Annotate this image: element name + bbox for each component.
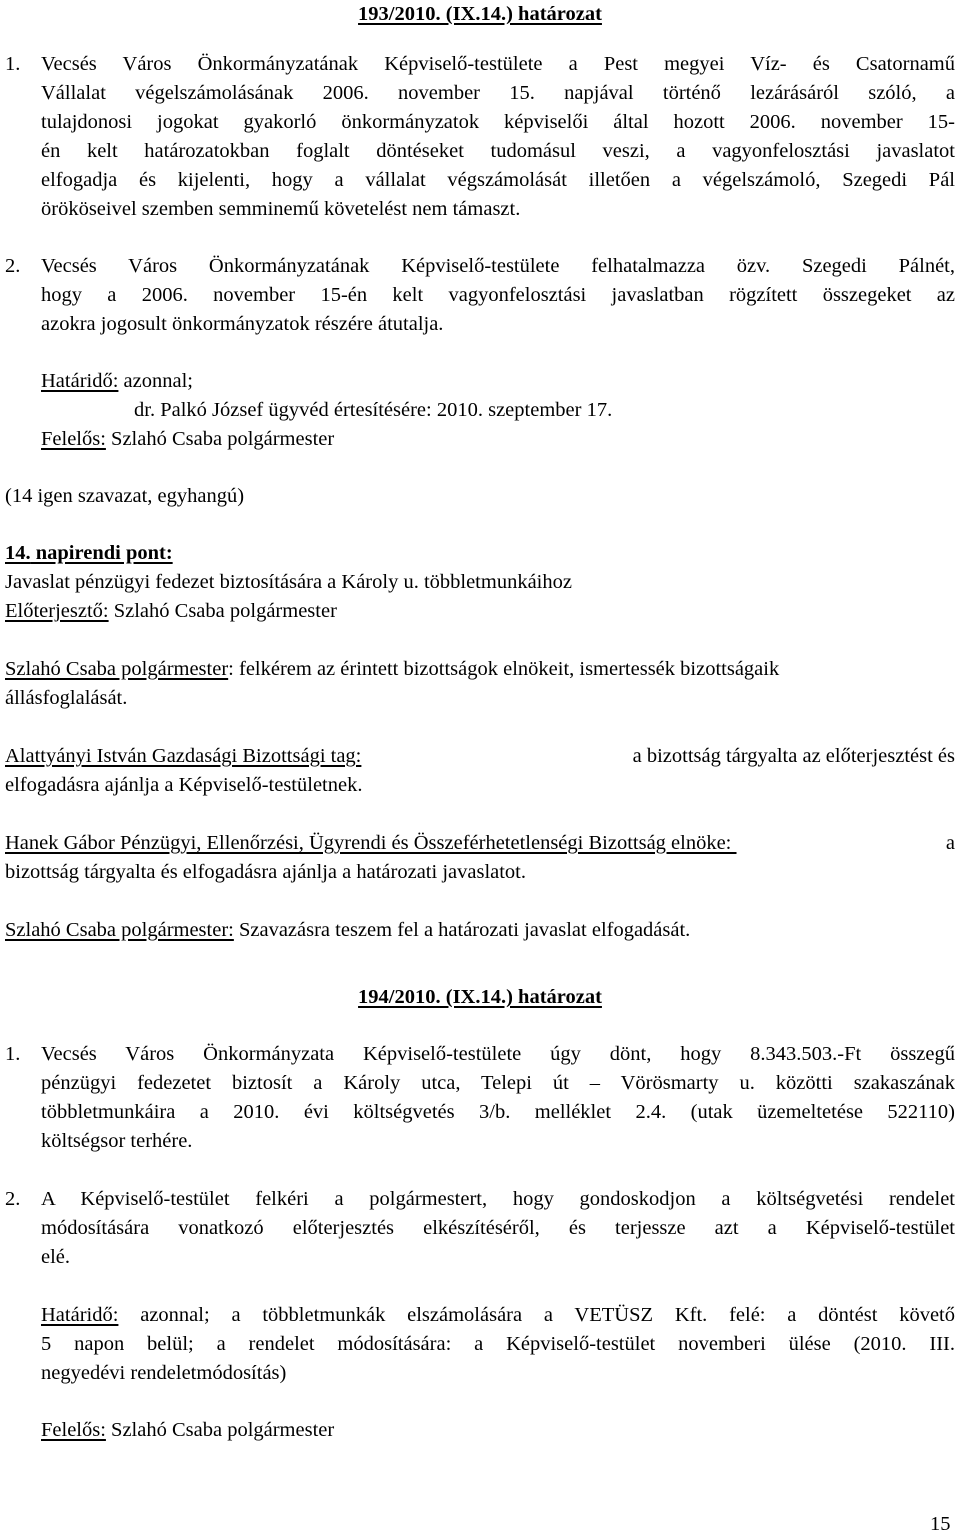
speaker-name: Szlahó Csaba polgármester — [5, 658, 229, 680]
resolution-194-responsible — [41, 1416, 334, 1445]
speaker-name: Szlahó Csaba polgármester: — [5, 919, 234, 941]
resolution-194-item2-line2 — [41, 1214, 955, 1243]
item-text: Vecsés Város Önkormányzata Képviselő-testülete úgy dönt, hogy 8.343.503.-Ft összegű — [41, 1043, 955, 1065]
item-number: 2. — [5, 1188, 21, 1210]
resolution-194-deadline-line1 — [41, 1301, 955, 1330]
resolution-193-item2-line3 — [41, 310, 443, 339]
item-text: azokra jogosult önkormányzatok részére átutalja. — [41, 313, 444, 335]
agenda-label: napirendi pont: — [30, 542, 173, 564]
item-text: én kelt határozatokban foglalt döntéseket tudomásul veszi, a vagyonfelosztási javaslatot — [41, 140, 955, 162]
page-number: 15 — [930, 1513, 951, 1535]
resolution-193-vote — [5, 482, 244, 511]
deadline-value-2: dr. Palkó József ügyvéd értesítésére: 2010. szeptember 17. — [134, 399, 613, 421]
item-text: örököseivel szemben semminemű követelést nem támaszt. — [41, 198, 521, 220]
resolution-194-deadline-line3 — [41, 1359, 286, 1388]
deadline-value: negyedévi rendeletmódosítás) — [41, 1362, 287, 1384]
item-text: módosítására vonatkozó előterjesztés elkészítéséről, és terjessze azt a Képviselő-testület — [41, 1217, 955, 1239]
item-text: Vecsés Város Önkormányzatának Képviselő-testülete felhatalmazza özv. Szegedi Pálnét, — [41, 255, 955, 277]
speaker-name: Hanek Gábor Pénzügyi, Ellenőrzési, Ügyrendi és Összeférhetetlenségi Bizottság elnöke: — [5, 832, 737, 854]
item-text: elfogadja és kijelenti, hogy a vállalat végszámolását illetően a végelszámoló, Szegedi Pál — [41, 169, 955, 191]
speech-text: bizottság tárgyalta és elfogadásra ajánlja a határozati javaslatot. — [5, 861, 526, 883]
resolution-194-item1-line3 — [41, 1098, 955, 1127]
resolution-193-item1-line2 — [41, 79, 955, 108]
speech-text: a — [945, 832, 955, 854]
resolution-193-responsible — [41, 425, 334, 454]
speech-text: : felkérem az érintett bizottságok elnökeit, ismertessék bizottságaik — [228, 658, 780, 680]
speech-1-line2 — [5, 684, 127, 713]
item-text: tulajdonosi jogokat gyakorló önkormányzatok képviselői által hozott 2006. november 15- — [41, 111, 955, 133]
responsible-value: Szlahó Csaba polgármester — [105, 1419, 335, 1441]
item-text: pénzügyi fedezetet biztosít a Károly utca, Telepi út – Vörösmarty u. közötti szakaszának — [41, 1072, 955, 1094]
resolution-193-item1-line4 — [41, 137, 955, 166]
item-number: 2. — [5, 255, 21, 277]
responsible-value: Szlahó Csaba polgármester — [105, 428, 335, 450]
deadline-label: Határidő: — [41, 370, 119, 392]
resolution-194-item1-line4 — [41, 1127, 192, 1156]
resolution-194-item1-line1 — [0, 1040, 960, 1069]
item-text: költségsor terhére. — [41, 1130, 193, 1152]
agenda-subject — [5, 568, 572, 597]
resolution-193-item2-line1 — [0, 252, 960, 281]
deadline-value: azonnal; a többletmunkák elszámolására a VETÜSZ Kft. felé: a döntést követő — [118, 1304, 955, 1326]
responsible-label: Felelős: — [41, 1419, 106, 1441]
resolution-194-item2-line3 — [41, 1243, 70, 1272]
item-text: Vecsés Város Önkormányzatának Képviselő-testülete a Pest megyei Víz- és Csatornamű — [41, 53, 955, 75]
speech-2-line2 — [5, 771, 362, 800]
resolution-193-item1-line3 — [41, 108, 955, 137]
item-text: A Képviselő-testület felkéri a polgármestert, hogy gondoskodjon a költségvetési rendelet — [41, 1188, 955, 1210]
item-text: többletmunkáira a 2010. évi költségvetés 3/b. melléklet 2.4. (utak üzemeltetése 522110) — [41, 1101, 955, 1123]
speech-text: Szavazásra teszem fel a határozati javaslat elfogadását. — [233, 919, 691, 941]
responsible-label: Felelős: — [41, 428, 106, 450]
agenda-presenter — [5, 597, 337, 626]
agenda-subject-text: Javaslat pénzügyi fedezet biztosítására a Károly u. többletmunkáihoz — [5, 571, 572, 593]
agenda-heading — [5, 539, 173, 568]
speech-text: állásfoglalását. — [5, 687, 128, 709]
agenda-number: 14. — [5, 542, 31, 564]
presenter-label: Előterjesztő: — [5, 600, 109, 622]
item-text: hogy a 2006. november 15-én kelt vagyonfelosztási javaslatban rögzített összegeket az — [41, 284, 955, 306]
item-text: elé. — [41, 1246, 71, 1268]
speech-2-line1 — [5, 742, 955, 771]
deadline-value: 5 napon belül; a rendelet módosítására: a Képviselő-testület novemberi ülése (2010. III. — [41, 1333, 955, 1355]
resolution-193-item2-line2 — [41, 281, 955, 310]
resolution-193-deadline-line2 — [134, 396, 612, 425]
speech-3-line1 — [5, 829, 955, 858]
resolution-193-title-text: 193/2010. (IX.14.) határozat — [358, 3, 602, 25]
speech-text: a bizottság tárgyalta az előterjesztést és — [632, 745, 955, 767]
resolution-193-item1-line1 — [0, 50, 960, 79]
item-number: 1. — [5, 53, 21, 75]
resolution-194-title-text: 194/2010. (IX.14.) határozat — [358, 986, 602, 1008]
item-text: Vállalat végelszámolásának 2006. november 15. napjával történő lezárásáról szóló, a — [41, 82, 955, 104]
item-number: 1. — [5, 1043, 21, 1065]
resolution-194-item2-line1 — [0, 1185, 960, 1214]
speech-3-line2 — [5, 858, 526, 887]
deadline-value: azonnal; — [118, 370, 193, 392]
resolution-194-item1-line2 — [41, 1069, 955, 1098]
resolution-193-item1-line5 — [41, 166, 955, 195]
vote-result: (14 igen szavazat, egyhangú) — [5, 485, 245, 507]
speaker-name: Alattyányi István Gazdasági Bizottsági tag: — [5, 745, 362, 767]
presenter-value: Szlahó Csaba polgármester — [108, 600, 337, 622]
speech-4 — [5, 916, 690, 945]
resolution-193-deadline — [41, 367, 193, 396]
speech-text: elfogadásra ajánlja a Képviselő-testületnek. — [5, 774, 363, 796]
resolution-193-title — [0, 0, 960, 29]
resolution-194-title — [0, 983, 960, 1012]
deadline-label: Határidő: — [41, 1304, 119, 1326]
resolution-193-item1-line6 — [41, 195, 520, 224]
speech-1-line1 — [5, 655, 955, 684]
resolution-194-deadline-line2 — [41, 1330, 955, 1359]
